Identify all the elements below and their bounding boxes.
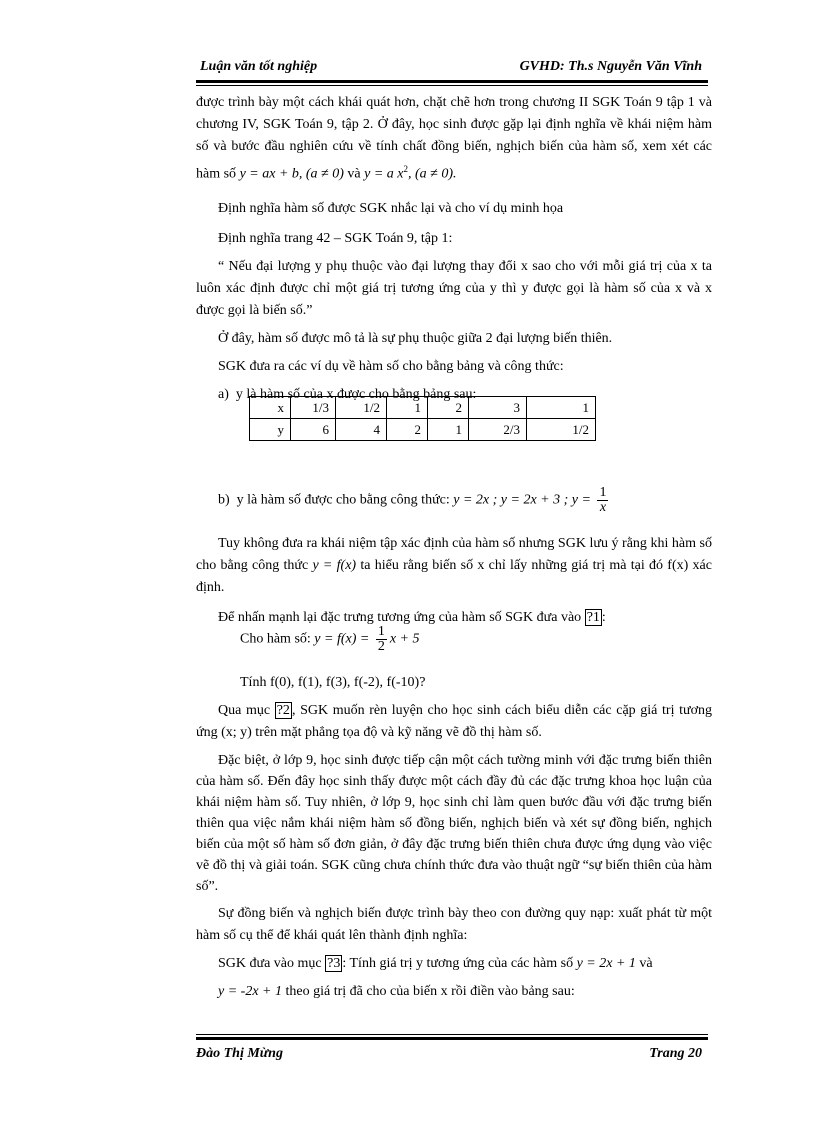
paragraph-variation: Đặc biệt, ở lớp 9, học sinh được tiếp cận một cách tường minh với đặc trưng biến thiên của hàm số. Đến đây học sinh thấy được một cách đầy đủ các đặc trưng khoa học luận của khái niệm hàm số. Tuy nhiên, ở lớp 9, học sinh chỉ làm quen bước đầu với đặc trưng biến thiên qua việc nắm khái niệm hàm số đồng biến, nghịch biến và xét sự đồng biến, nghịch biến của một số hàm số đơn giản, ở đây đặc trưng biến thiên chưa được ứng dụng vào việc vẽ đồ thị và giải toán. SGK cũng chưa chính thức đưa vào thuật ngữ “sự biến thiên của hàm số”. (196, 753, 712, 894)
table-cell: x (250, 397, 291, 419)
table-cell: 2 (428, 397, 469, 419)
table-cell: 1/2 (336, 397, 387, 419)
table-cell: 1/3 (291, 397, 336, 419)
table-cell: 6 (291, 419, 336, 441)
paragraph-definition-source: Định nghĩa trang 42 – SGK Toán 9, tập 1: (218, 230, 453, 246)
paragraph-definition-intro: Định nghĩa hàm số được SGK nhắc lại và cho ví dụ minh họa (218, 200, 564, 216)
paragraph-question-2: Qua mục ?2 , SGK muốn rèn luyện cho học sinh cách biểu diễn các cặp giá trị tương ứng (x; y) trên mặt phẳng tọa độ và kỹ năng vẽ đồ thị hàm số. (196, 703, 712, 740)
paragraph-examples: SGK đưa ra các ví dụ về hàm số cho bằng bảng và công thức: (218, 358, 564, 374)
paragraph-intro: được trình bày một cách khái quát hơn, chặt chẽ hơn trong chương II SGK Toán 9 tập 1 và chương IV, SGK Toán 9, tập 2. Ở đây, học sinh được gặp lại định nghĩa về khái niệm hàm số và bước đầu nghiên cứu về tính chất đồng biến, nghịch biến của hàm số, xem xét các hàm số y = ax + b, (a ≠ 0) và y = a $x^2$, (a ≠ 0). (196, 95, 712, 182)
paragraph-induction: Sự đồng biến và nghịch biến được trình bày theo con đường quy nạp: xuất phát từ một hàm số cụ thể để khái quát lên thành định nghĩa: (196, 906, 712, 943)
paragraph-question-3: SGK đưa vào mục ?3 : Tính giá trị y tương ứng của các hàm số y = 2x + 1 và (218, 956, 653, 971)
paragraph-question-3-cont: y = -2x + 1 theo giá trị đã cho của biến x rồi điền vào bảng sau: (218, 984, 575, 999)
table-cell: 1/2 (527, 419, 596, 441)
paragraph-question-1: Để nhấn mạnh lại đặc trưng tương ứng của hàm số SGK đưa vào ?1 : (218, 610, 606, 625)
header-rule-thick (196, 80, 708, 83)
paragraph-description: Ở đây, hàm số được mô tả là sự phụ thuộc giữa 2 đại lượng biến thiên. (218, 330, 613, 346)
table-cell: 1 (387, 397, 428, 419)
table-cell: 3 (469, 397, 527, 419)
question-box-3: ?3 (327, 956, 341, 971)
list-item-b: b) y là hàm số được cho bằng công thức: y = 2x ; y = 2x + 3 ; y = $\frac{1}{x}$ (218, 485, 607, 515)
paragraph-domain: Tuy không đưa ra khái niệm tập xác định của hàm số nhưng SGK lưu ý rằng khi hàm số cho bằng công thức y = f(x) ta hiểu rằng biến số x chỉ lấy những giá trị mà tại đó f(x) xác định. (196, 536, 712, 595)
table-cell: 4 (336, 419, 387, 441)
table-cell: 2/3 (469, 419, 527, 441)
table-cell: y (250, 419, 291, 441)
header-right: GVHD: Th.s Nguyễn Văn Vĩnh (519, 59, 702, 74)
header-rule-thin (196, 85, 708, 86)
question-box-1: ?1 (586, 610, 600, 625)
page-body-bottom (196, 672, 712, 1003)
page-body (196, 92, 712, 406)
paragraph-compute: Tính f(0), f(1), f(3), f(-2), f(-10)? (240, 675, 426, 690)
footer-page-number: Trang 20 (649, 1046, 702, 1061)
table-cell: 2 (387, 419, 428, 441)
header-left: Luận văn tốt nghiệp (200, 59, 318, 74)
function-table (249, 396, 596, 441)
question-box-2: ?2 (276, 703, 290, 718)
fraction: $\frac{1}{x}$ (599, 485, 607, 515)
list-item-a: a) y là hàm số của x được cho bằng bảng sau: (218, 386, 477, 402)
table-cell: 1 (428, 419, 469, 441)
paragraph-definition-quote: “ Nếu đại lượng y phụ thuộc vào đại lượng thay đổi x sao cho với mỗi giá trị của x ta luôn xác định được chỉ một giá trị tương ứng của y thì y được gọi là hàm số của x và x được gọi là biến số.” (196, 258, 712, 318)
table-row-x (250, 397, 596, 419)
footer-author: Đào Thị Mừng (196, 1046, 283, 1061)
table-row-y (250, 419, 596, 441)
page-body-lower (196, 533, 712, 629)
footer-rule-thin (196, 1034, 708, 1035)
table-cell: 1 (527, 397, 596, 419)
footer-rule-thick (196, 1037, 708, 1040)
fraction: $\frac{1}{2}$ (377, 624, 385, 654)
example-formula: Cho hàm số: y = f(x) = $\frac{1}{2}$ x + 5 (240, 624, 420, 654)
page-header (196, 56, 708, 78)
